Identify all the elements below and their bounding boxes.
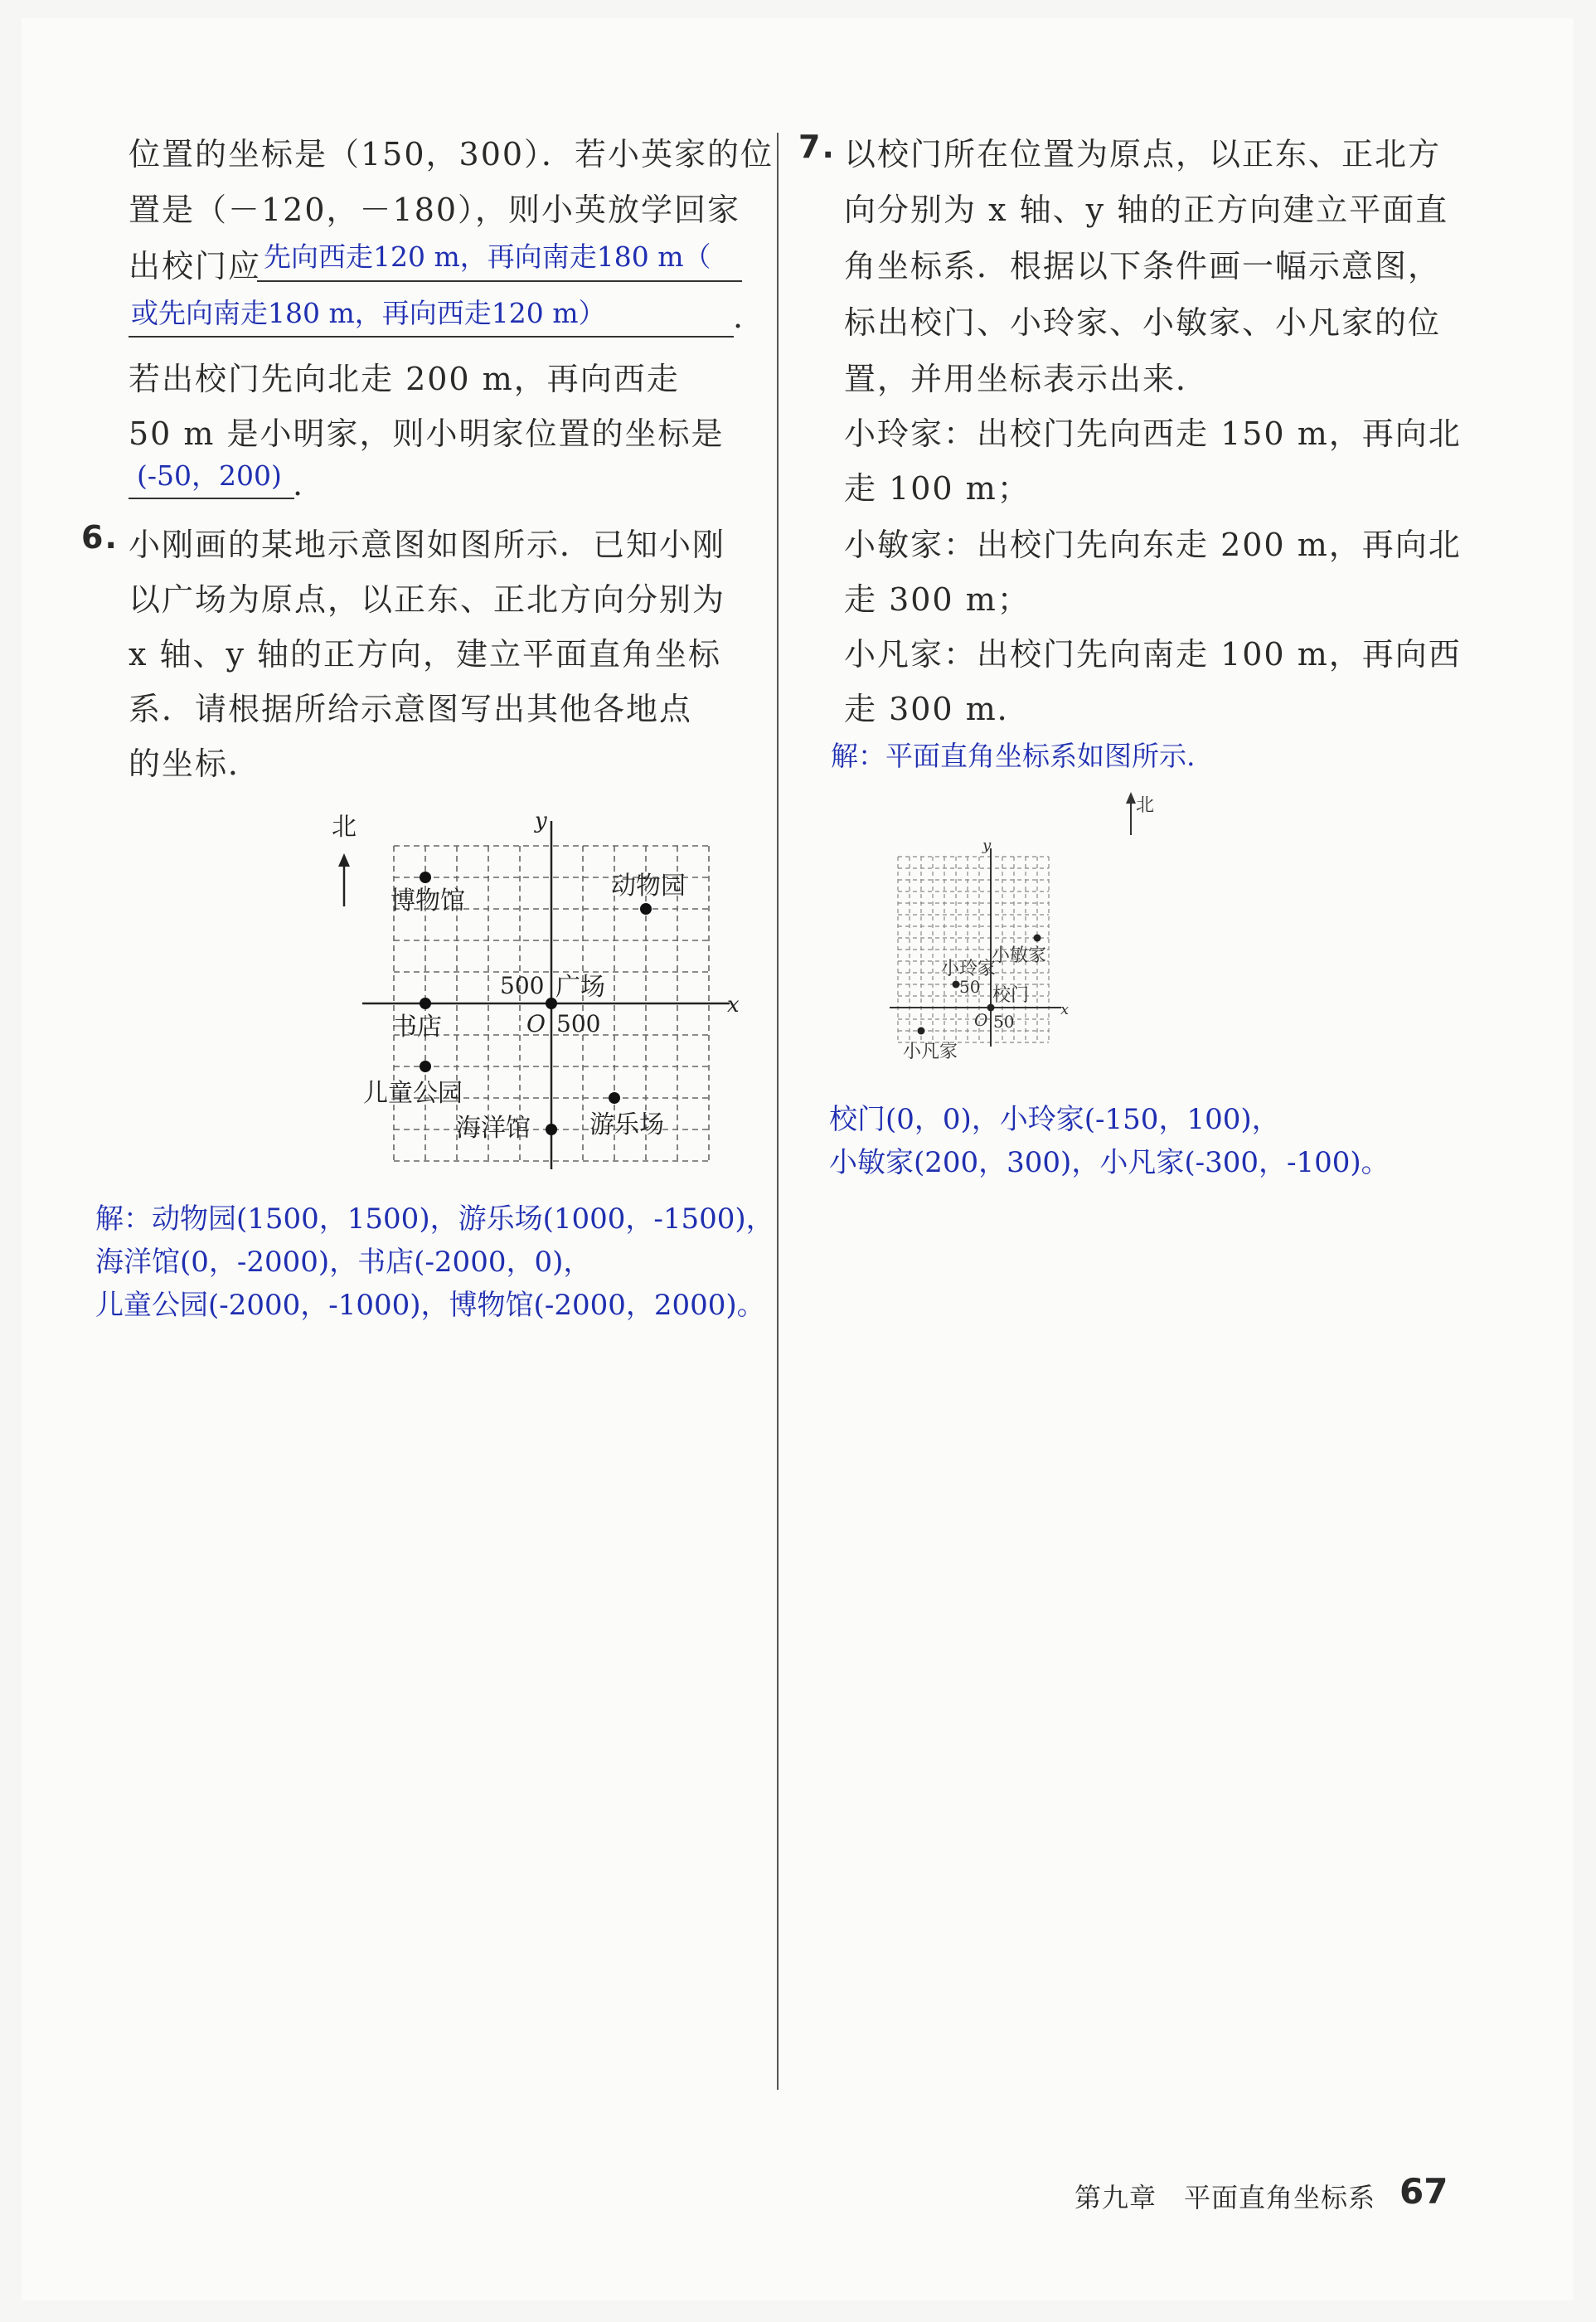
q7-text-line-11: 走 300 m． xyxy=(844,691,1031,727)
north-label: 北 xyxy=(1136,795,1155,816)
x-tick-label: 50 xyxy=(993,1012,1015,1032)
q6-text-line-1: 小刚画的某地示意图如图所示．已知小刚 xyxy=(129,527,726,563)
q5-answer-coordinate: (-50，200) xyxy=(137,459,282,492)
q7-solution-line-1: 校门(0，0)，小玲家(-150，100)， xyxy=(829,1103,1280,1136)
q5-text-line-2: 置是（－120，－180），则小英放学回家 xyxy=(129,192,741,228)
q5-text-line-5: 50 m 是小明家，则小明家位置的坐标是 xyxy=(129,415,725,452)
place-point xyxy=(546,1124,557,1135)
map-figure-q6 xyxy=(332,800,763,1169)
place-label: 游乐场 xyxy=(589,1110,664,1139)
q7-number: 7. xyxy=(798,129,836,165)
place-point xyxy=(609,1092,620,1104)
q7-text-line-5: 置，并用坐标表示出来． xyxy=(844,361,1210,397)
place-label: 书店 xyxy=(392,1013,442,1042)
place-label: 小敏家 xyxy=(992,945,1047,966)
place-point xyxy=(918,1027,925,1035)
q7-text-line-2: 向分别为 x 轴、y 轴的正方向建立平面直 xyxy=(844,192,1449,228)
place-point xyxy=(420,872,431,883)
x-axis-label: x xyxy=(727,993,740,1018)
place-label: 小玲家 xyxy=(941,959,997,979)
y-axis-label: y xyxy=(535,809,547,833)
place-label: 校门 xyxy=(992,985,1030,1006)
q6-text-line-5: 的坐标． xyxy=(129,746,262,782)
q6-solution-line-1: 解：动物园(1500，1500)，游乐场(1000，-1500)， xyxy=(95,1202,774,1236)
q7-text-line-9: 走 300 m； xyxy=(844,581,1031,618)
place-point xyxy=(420,998,431,1009)
place-label: 博物馆 xyxy=(391,887,465,916)
q7-text-line-8: 小敏家：出校门先向东走 200 m，再向北 xyxy=(844,527,1462,563)
place-point xyxy=(1034,935,1041,942)
q5-answer-blank-3 xyxy=(129,498,294,499)
q5-text-line-1: 位置的坐标是（150，300）．若小英家的位 xyxy=(129,136,774,172)
q7-text-line-10: 小凡家：出校门先向南走 100 m，再向西 xyxy=(844,636,1462,673)
q5-period-2: . xyxy=(293,466,305,503)
origin-label: O xyxy=(526,1010,546,1037)
q6-solution-line-2: 海洋馆(0，-2000)，书店(-2000，0)， xyxy=(95,1246,592,1279)
q7-text-line-6: 小玲家：出校门先向西走 150 m，再向北 xyxy=(844,415,1462,452)
y-axis-label: y xyxy=(982,837,992,854)
origin-label: O xyxy=(974,1010,988,1030)
place-point xyxy=(953,981,960,989)
place-label: 海洋馆 xyxy=(456,1114,531,1143)
north-label: 北 xyxy=(332,813,357,842)
place-label: 儿童公园 xyxy=(363,1079,463,1108)
q6-solution-line-3: 儿童公园(-2000，-1000)，博物馆(-2000，2000)。 xyxy=(95,1289,765,1322)
q7-text-line-4: 标出校门、小玲家、小敏家、小凡家的位 xyxy=(844,304,1442,341)
x-tick-label: 500 xyxy=(556,1010,601,1037)
q7-text-line-3: 角坐标系．根据以下条件画一幅示意图， xyxy=(844,248,1442,284)
q6-number: 6. xyxy=(81,519,119,556)
q7-text-line-7: 走 100 m； xyxy=(844,470,1031,507)
q5-answer-line-2: 或先向南走180 m，再向西走120 m） xyxy=(131,297,606,329)
place-label: 小凡家 xyxy=(903,1042,958,1062)
q5-answer-line-1: 先向西走120 m，再向南走180 m（ xyxy=(264,240,711,273)
place-point xyxy=(420,1061,431,1072)
q5-text-line-3-prefix: 出校门应 xyxy=(129,248,262,284)
place-point xyxy=(640,903,652,915)
page-number: 67 xyxy=(1400,2171,1448,2212)
q6-text-line-3: x 轴、y 轴的正方向，建立平面直角坐标 xyxy=(129,636,722,673)
q7-solution-intro: 解：平面直角坐标系如图所示. xyxy=(831,740,1196,772)
north-arrowhead-icon xyxy=(338,853,350,867)
q7-solution-line-2: 小敏家(200，300)，小凡家(-300，-100)。 xyxy=(829,1146,1390,1179)
y-tick-label: 50 xyxy=(959,977,981,997)
place-label: 广场 xyxy=(555,973,605,1002)
q6-text-line-4: 系．请根据所给示意图写出其他各地点 xyxy=(129,691,693,727)
place-label: 动物园 xyxy=(611,872,686,901)
y-tick-label: 500 xyxy=(500,972,545,999)
column-divider xyxy=(777,133,779,2090)
q6-text-line-2: 以广场为原点，以正东、正北方向分别为 xyxy=(129,581,726,618)
q5-text-line-4: 若出校门先向北走 200 m，再向西走 xyxy=(129,361,680,397)
chapter-title: 第九章 平面直角坐标系 xyxy=(1075,2182,1376,2213)
q5-answer-blank-2 xyxy=(129,336,734,338)
q5-answer-blank-1 xyxy=(257,280,742,282)
q7-text-line-1: 以校门所在位置为原点，以正东、正北方 xyxy=(844,136,1442,172)
north-arrowhead-icon xyxy=(1126,792,1136,804)
x-axis-label: x xyxy=(1060,1001,1070,1018)
map-figure-q7 xyxy=(837,784,1186,1082)
q5-period: . xyxy=(733,299,745,335)
